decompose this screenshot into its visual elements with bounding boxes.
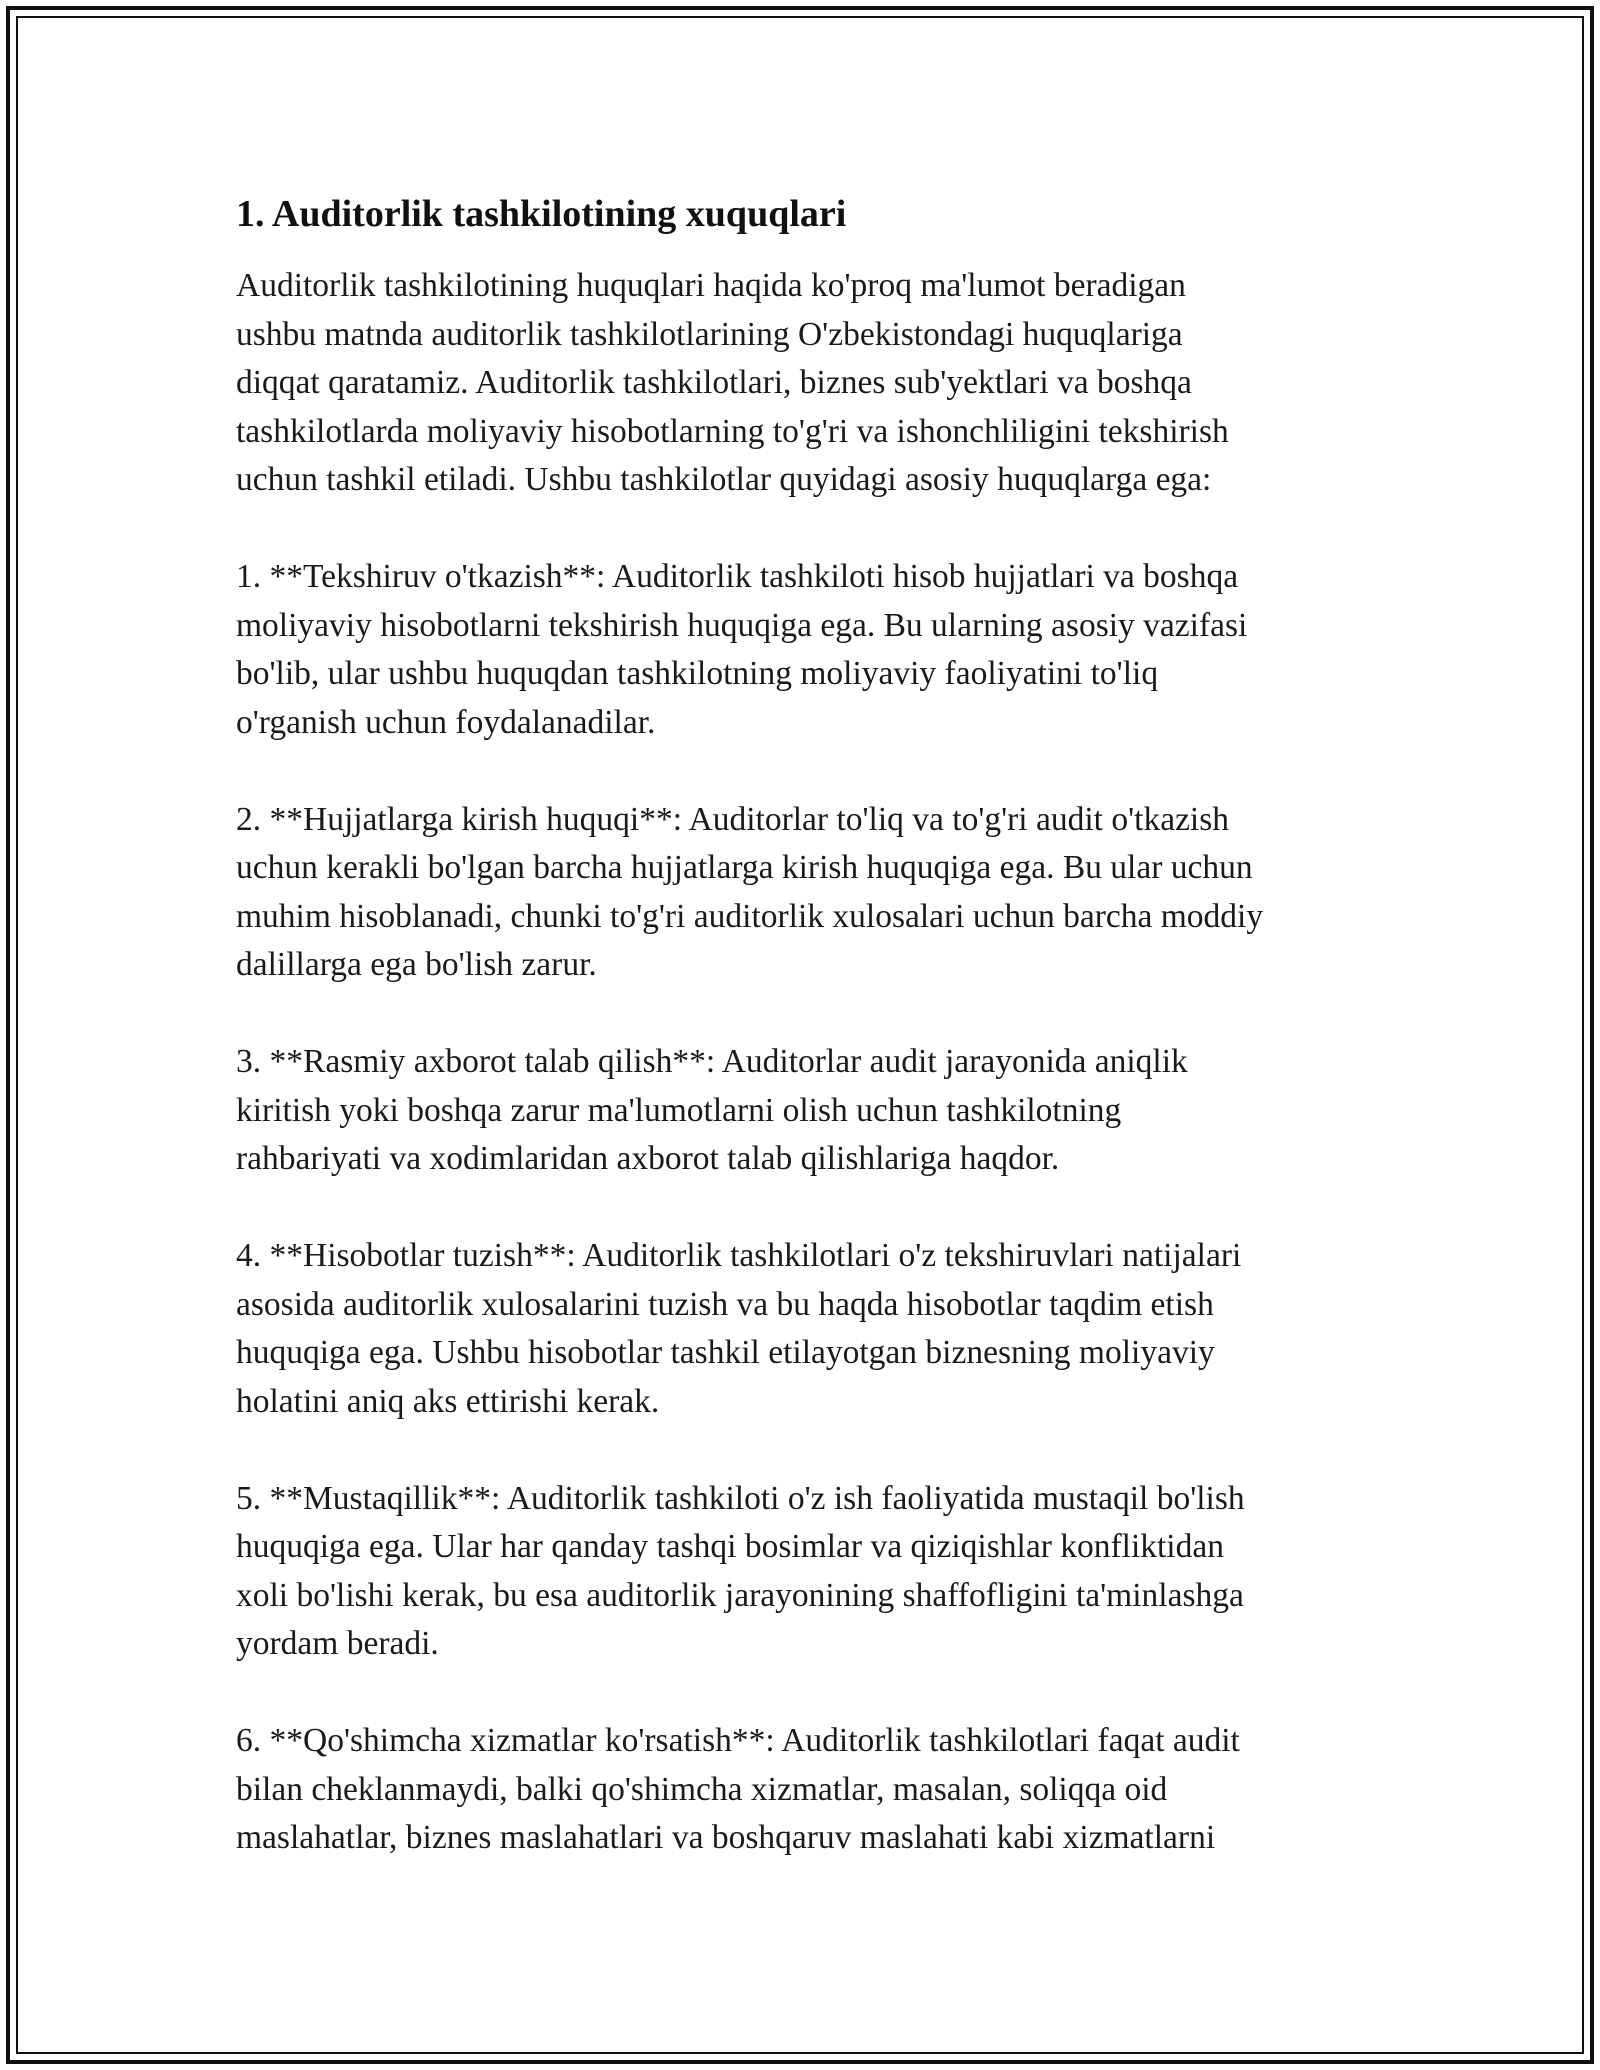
text-line: 4. **Hisobotlar tuzish**: Auditorlik tashkilotlari o'z tekshiruvlari natijalari [236,1237,1242,1274]
text-line: maslahatlar, biznes maslahatlari va boshqaruv maslahati kabi xizmatlarni [236,1819,1216,1856]
text-line: asosida auditorlik xulosalarini tuzish va bu haqda hisobotlar taqdim etish [236,1285,1214,1323]
text-line: bo'lib, ular ushbu huquqdan tashkilotning moliyaviy faoliyatini to'liq [236,655,1159,692]
text-line: ushbu matnda auditorlik tashkilotlarining O'zbekistondagi huquqlariga [236,315,1183,353]
text-line: 2. **Hujjatlarga kirish huquqi**: Auditorlar to'liq va to'g'ri audit o'tkazish [236,800,1230,838]
text-line: rahbariyati va xodimlaridan axborot talab qilishlariga haqdor. [236,1140,1060,1177]
text-line: Auditorlik tashkilotining huquqlari haqida ko'proq ma'lumot beradigan [236,267,1186,304]
paragraph-gap [236,505,1366,554]
text-line: muhim hisoblanadi, chunki to'g'ri auditorlik xulosalari uchun barcha moddiy [236,897,1264,935]
text-line: yordam beradi. [236,1625,439,1662]
text-line: kiritish yoki boshqa zarur ma'lumotlarni olish uchun tashkilotning [236,1091,1122,1129]
paragraph-gap [236,1184,1366,1233]
text-line: tashkilotlarda moliyaviy hisobotlarning to'g'ri va ishonchliligini tekshirish [236,412,1229,450]
text-line: moliyaviy hisobotlarni tekshirish huquqiga ega. Bu ularning asosiy vazifasi [236,606,1248,644]
document-body [236,190,1366,1863]
paragraph-gap [236,1426,1366,1475]
text-line: 5. **Mustaqillik**: Auditorlik tashkiloti o'z ish faoliyatida mustaqil bo'lish [236,1479,1245,1517]
intro-paragraph [236,262,1366,505]
text-line: dalillarga ega bo'lish zarur. [236,946,597,983]
list-item-3 [236,1038,1366,1184]
document-title: 1. Auditorlik tashkilotining xuquqlari [236,193,847,235]
paragraph-gap [236,990,1366,1039]
list-item-2 [236,796,1366,990]
text-line: bilan cheklanmaydi, balki qo'shimcha xizmatlar, masalan, soliqqa oid [236,1770,1168,1808]
list-item-5 [236,1475,1366,1669]
list-item-4 [236,1232,1366,1426]
text-line: huquqiga ega. Ushbu hisobotlar tashkil etilayotgan biznesning moliyaviy [236,1334,1215,1371]
text-line: holatini aniq aks ettirishi kerak. [236,1382,660,1420]
text-line: 1. **Tekshiruv o'tkazish**: Auditorlik tashkiloti hisob hujjatlari va boshqa [236,558,1239,595]
text-line: diqqat qaratamiz. Auditorlik tashkilotlari, biznes sub'yektlari va boshqa [236,364,1192,401]
paragraph-gap [236,747,1366,796]
text-line: huquqiga ega. Ular har qanday tashqi bosimlar va qiziqishlar konfliktidan [236,1528,1224,1565]
text-line: uchun tashkil etiladi. Ushbu tashkilotlar quyidagi asosiy huquqlarga ega: [236,461,1212,498]
text-line: xoli bo'lishi kerak, bu esa auditorlik jarayonining shaffofligini ta'minlashga [236,1576,1244,1614]
text-line: o'rganish uchun foydalanadilar. [236,703,656,741]
list-item-1 [236,553,1366,747]
text-line: 6. **Qo'shimcha xizmatlar ko'rsatish**: Auditorlik tashkilotlari faqat audit [236,1722,1240,1759]
text-line: 3. **Rasmiy axborot talab qilish**: Auditorlar audit jarayonida aniqlik [236,1043,1188,1080]
text-line: uchun kerakli bo'lgan barcha hujjatlarga kirish huquqiga ega. Bu ular uchun [236,849,1253,886]
paragraph-gap [236,1669,1366,1718]
list-item-6 [236,1717,1366,1863]
